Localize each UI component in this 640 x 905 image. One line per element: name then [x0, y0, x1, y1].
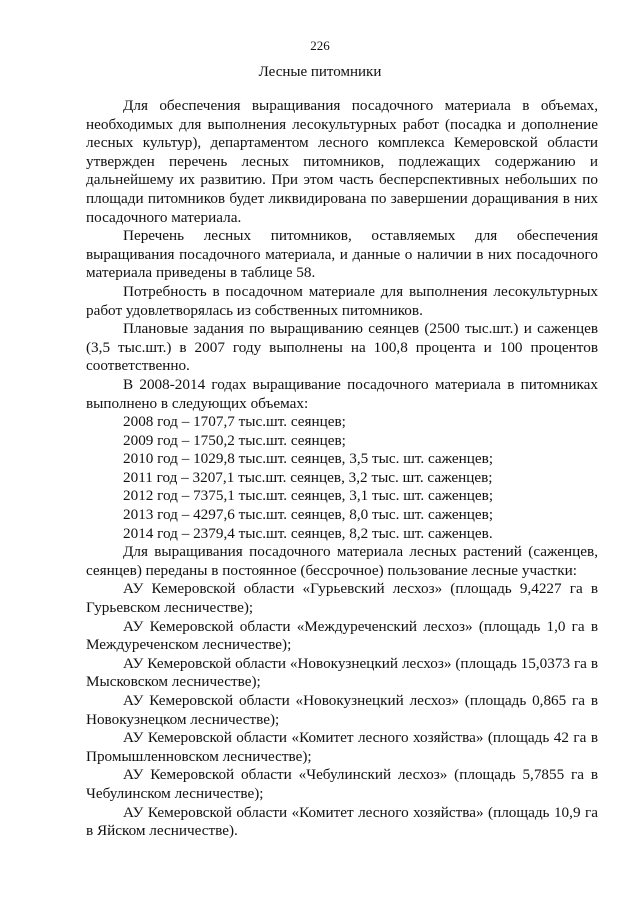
paragraph: АУ Кемеровской области «Междуреченский лесхоз» (площадь 1,0 га в Междуреченском лесничестве); — [86, 617, 598, 654]
paragraph: Плановые задания по выращиванию сеянцев (2500 тыс.шт.) и саженцев (3,5 тыс.шт.) в 2007 году выполнены на 100,8 процента и 100 процентов соответственно. — [86, 320, 598, 375]
section-title: Лесные питомники — [258, 64, 382, 80]
document-body — [86, 97, 598, 841]
paragraph: Для обеспечения выращивания посадочного материала в объемах, необходимых для выполнения лесокультурных работ (посадка и дополнение лесных культур), департаментом лесного комплекса Кемеровской области утвержден перечень лесных питомников, подлежащих содержанию и дальнейшему их развитию. При этом часть бесперспективных небольших по площади питомников будет ликвидирована по завершении доращивания в них посадочного материала. — [86, 97, 598, 226]
list-line: 2008 год – 1707,7 тыс.шт. сеянцев; — [123, 413, 346, 431]
paragraph: Для выращивания посадочного материала лесных растений (саженцев, сеянцев) переданы в постоянное (бессрочное) пользование лесные участки: — [86, 543, 598, 579]
list-line: 2011 год – 3207,1 тыс.шт. сеянцев, 3,2 тыс. шт. саженцев; — [123, 468, 493, 486]
list-line: 2012 год – 7375,1 тыс.шт. сеянцев, 3,1 тыс. шт. саженцев; — [123, 487, 494, 505]
list-line: 2010 год – 1029,8 тыс.шт. сеянцев, 3,5 тыс. шт. саженцев; — [123, 450, 494, 468]
paragraph: В 2008-2014 годах выращивание посадочного материала в питомниках выполнено в следующих объемах: — [86, 375, 598, 412]
paragraph: АУ Кемеровской области «Гурьевский лесхоз» (площадь 9,4227 га в Гурьевском лесничестве); — [86, 580, 598, 617]
list-line: 2013 год – 4297,6 тыс.шт. сеянцев, 8,0 тыс. шт. саженцев; — [123, 506, 494, 524]
paragraph: Перечень лесных питомников, оставляемых для обеспечения выращивания посадочного материала, и данные о наличии в них посадочного материала приведены в таблице 58. — [86, 227, 598, 282]
list-line: 2009 год – 1750,2 тыс.шт. сеянцев; — [123, 431, 346, 449]
paragraph: АУ Кемеровской области «Комитет лесного хозяйства» (площадь 42 га в Промышленновском лесничестве); — [86, 729, 598, 765]
paragraph: Потребность в посадочном материале для выполнения лесокультурных работ удовлетворялась из собственных питомников. — [86, 282, 598, 319]
paragraph: АУ Кемеровской области «Чебулинский лесхоз» (площадь 5,7855 га в Чебулинском лесничестве); — [86, 766, 598, 802]
paragraph: АУ Кемеровской области «Новокузнецкий лесхоз» (площадь 0,865 га в Новокузнецком лесничестве); — [86, 692, 598, 728]
paragraph: АУ Кемеровской области «Комитет лесного хозяйства» (площадь 10,9 га в Яйском лесничестве). — [86, 803, 598, 840]
list-line: 2014 год – 2379,4 тыс.шт. сеянцев, 8,2 тыс. шт. саженцев. — [123, 524, 493, 542]
paragraph: АУ Кемеровской области «Новокузнецкий лесхоз» (площадь 15,0373 га в Мысковском лесничестве); — [86, 654, 598, 691]
page-number: 226 — [310, 38, 330, 53]
